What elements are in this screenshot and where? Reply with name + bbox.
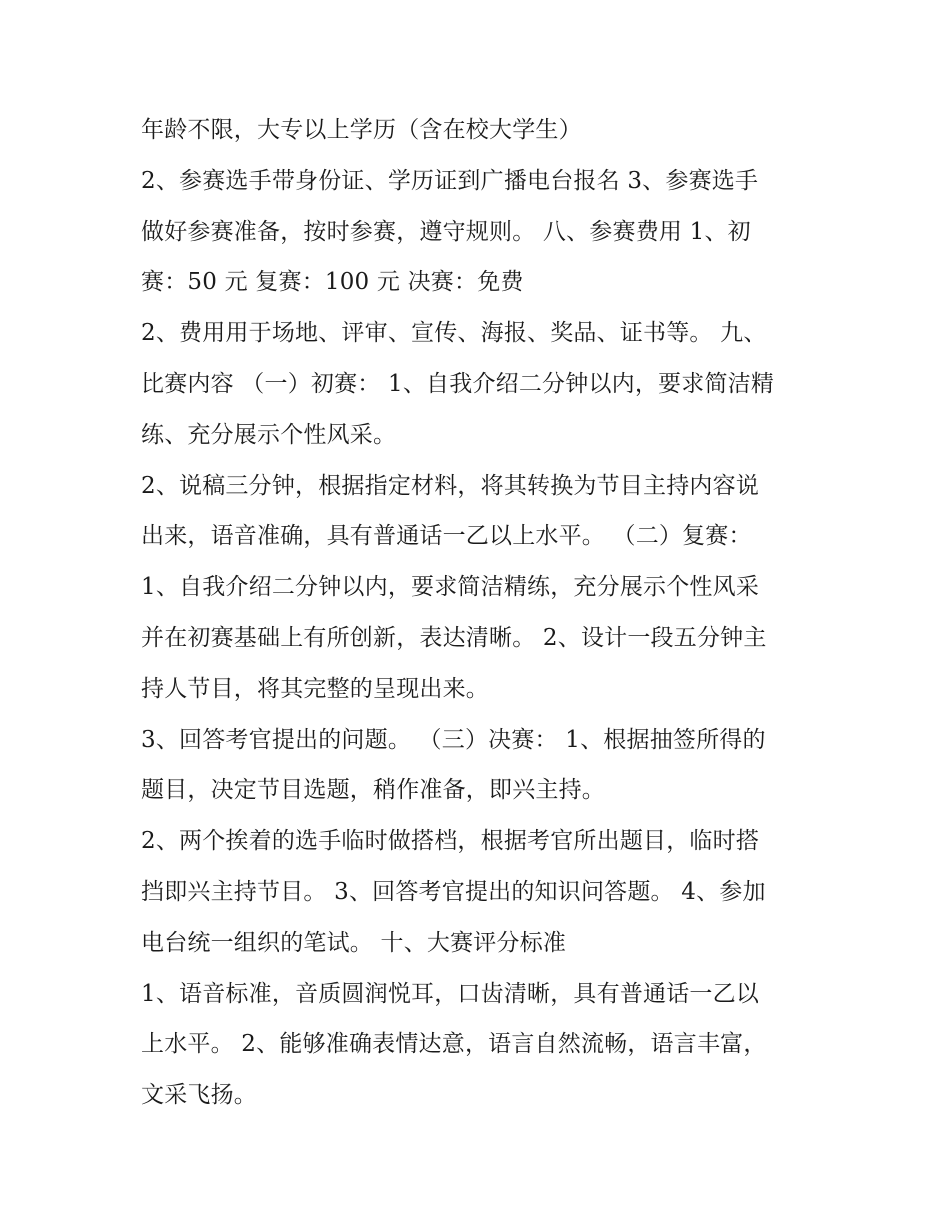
text-line-20: 文采飞扬。 xyxy=(141,1082,257,1109)
text-line-1: 年龄不限，大专以上学历（含在校大学生） xyxy=(141,117,582,143)
text-line-5: 2、费用用于场地、评审、宣传、海报、奖品、证书等。 九、 xyxy=(141,320,767,347)
text-line-3: 做好参赛准备，按时参赛，遵守规则。 八、参赛费用 1、初 xyxy=(141,218,751,245)
text-line-16: 挡即兴主持节目。 3、回答考官提出的知识问答题。 4、参加 xyxy=(141,878,766,905)
text-line-6: 比赛内容 （一）初赛： 1、自我介绍二分钟以内，要求简洁精 xyxy=(141,370,775,397)
text-line-8: 2、说稿三分钟，根据指定材料，将其转换为节目主持内容说 xyxy=(141,472,760,499)
text-line-9: 出来，语音准确，具有普通话一乙以上水平。 （二）复赛： xyxy=(141,523,752,550)
text-line-7: 练、充分展示个性风采。 xyxy=(141,421,397,448)
text-line-17: 电台统一组织的笔试。 十、大赛评分标准 xyxy=(141,929,567,956)
text-line-14: 题目，决定节目选题，稍作准备，即兴主持。 xyxy=(141,777,605,804)
text-line-4: 赛：50 元 复赛：100 元 决赛：免费 xyxy=(141,269,524,296)
text-line-19: 上水平。 2、能够准确表情达意，语言自然流畅，语言丰富， xyxy=(141,1031,767,1058)
text-line-2: 2、参赛选手带身份证、学历证到广播电台报名 3、参赛选手 xyxy=(141,167,759,194)
document-body xyxy=(141,105,821,1121)
text-line-18: 1、语音标准，音质圆润悦耳，口齿清晰，具有普通话一乙以 xyxy=(141,980,760,1007)
text-line-11: 并在初赛基础上有所创新，表达清晰。 2、设计一段五分钟主 xyxy=(141,624,767,651)
text-line-13: 3、回答考官提出的问题。 （三）决赛： 1、根据抽签所得的 xyxy=(141,726,766,753)
text-line-12: 持人节目，将其完整的呈现出来。 xyxy=(141,675,489,702)
text-line-15: 2、两个挨着的选手临时做搭档，根据考官所出题目，临时搭 xyxy=(141,828,760,855)
text-line-10: 1、自我介绍二分钟以内，要求简洁精练，充分展示个性风采 xyxy=(141,574,760,601)
